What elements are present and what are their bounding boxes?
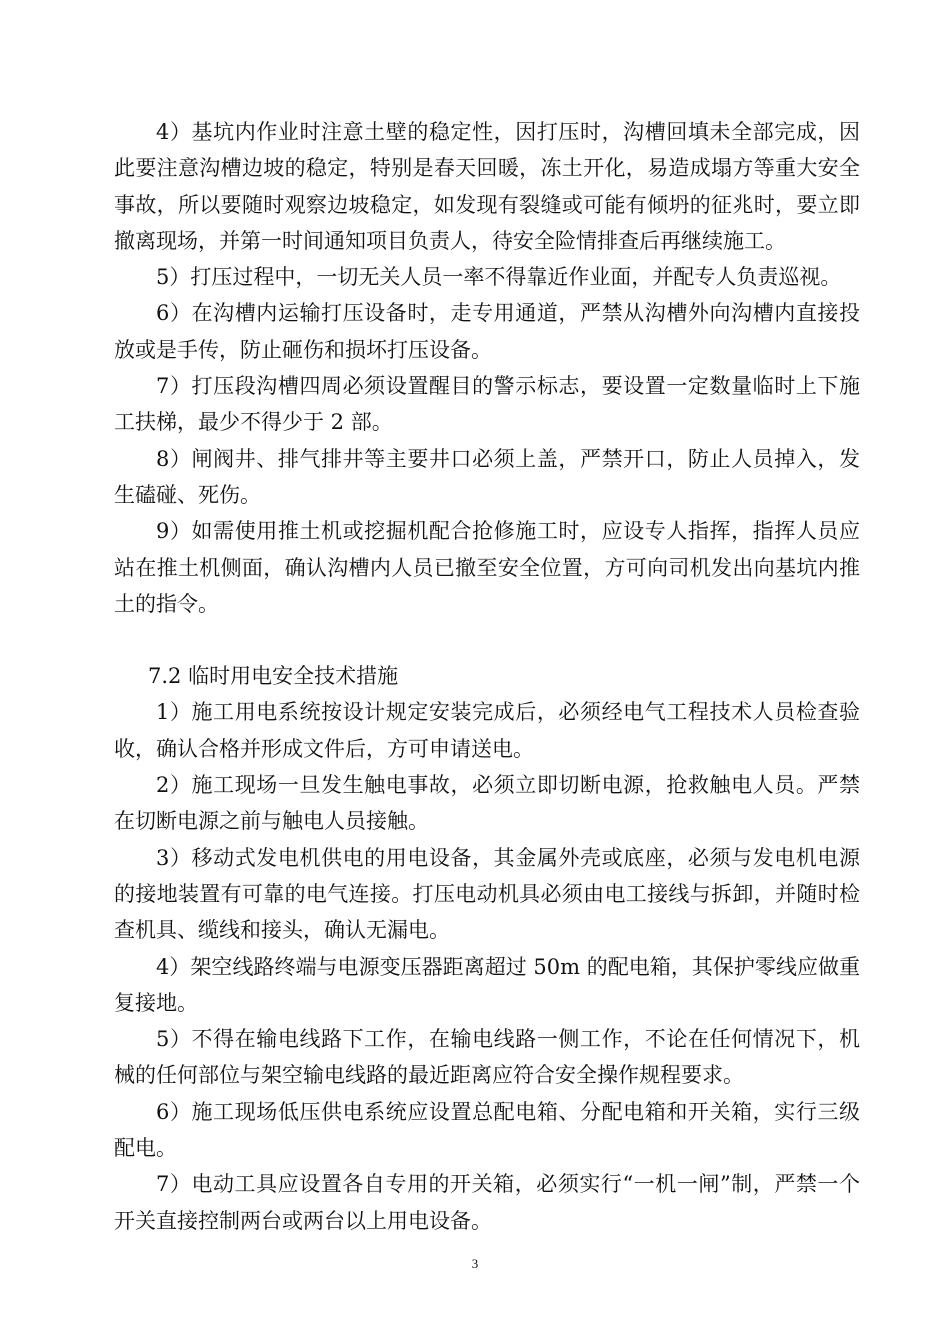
- paragraph-item-8: 8）闸阀井、排气排井等主要井口必须上盖，严禁开口，防止人员掉入，发生磕碰、死伤。: [114, 446, 860, 507]
- paragraph-item-6: 6）在沟槽内运输打压设备时，走专用通道，严禁从沟槽外向沟槽内直接投放或是手传，防止砸伤和损坏打压设备。: [114, 301, 860, 362]
- paragraph-item-5b: 5）不得在输电线路下工作，在输电线路一侧工作，不论在任何情况下，机械的任何部位与架空输电线路的最近距离应符合安全操作规程要求。: [114, 1027, 860, 1088]
- paragraph-item-5: 5）打压过程中，一切无关人员一率不得靠近作业面，并配专人负责巡视。: [156, 265, 842, 290]
- paragraph-item-7b: 7）电动工具应设置各自专用的开关箱，必须实行“一机一闸”制，严禁一个开关直接控制两台或两台以上用电设备。: [114, 1172, 860, 1233]
- paragraph-item-2: 2）施工现场一旦发生触电事故，必须立即切断电源，抢救触电人员。严禁在切断电源之前与触电人员接触。: [114, 773, 860, 834]
- paragraph-item-3: 3）移动式发电机供电的用电设备，其金属外壳或底座，必须与发电机电源的接地装置有可靠的电气连接。打压电动机具必须由电工接线与拆卸，并随时检查机具、缆线和接头，确认无漏电。: [114, 845, 860, 943]
- paragraph-item-9: 9）如需使用推土机或挖掘机配合抢修施工时，应设专人指挥，指挥人员应站在推土机侧面，确认沟槽内人员已撤至安全位置，方可向司机发出向基坑内推土的指令。: [114, 519, 860, 616]
- paragraph-item-7: 7）打压段沟槽四周必须设置醒目的警示标志，要设置一定数量临时上下施工扶梯，最少不得少于 2 部。: [114, 374, 860, 435]
- paragraph-item-6b: 6）施工现场低压供电系统应设置总配电箱、分配电箱和开关箱，实行三级配电。: [114, 1099, 860, 1161]
- paragraph-item-4: 4）基坑内作业时注意土壁的稳定性，因打压时，沟槽回填未全部完成，因此要注意沟槽边坡的稳定，特别是春天回暖，冻土开化，易造成塌方等重大安全事故，所以要随时观察边坡稳定，如发现有裂缝或可能有倾坍的征兆时，要立即撤离现场，并第一时间通知项目负责人，待安全险情排查后再继续施工。: [114, 120, 860, 253]
- paragraph-item-4b: 4）架空线路终端与电源变压器距离超过 50m 的配电箱，其保护零线应做重复接地。: [114, 954, 860, 1015]
- body-text: [114, 114, 860, 1239]
- paragraph-item-1: 1）施工用电系统按设计规定安装完成后，必须经电气工程技术人员检查验收，确认合格并形成文件后，方可申请送电。: [114, 700, 860, 761]
- page-number: 3: [471, 1256, 479, 1271]
- section-heading: 7.2 临时用电安全技术措施: [148, 664, 399, 689]
- section-spacer: [114, 622, 860, 658]
